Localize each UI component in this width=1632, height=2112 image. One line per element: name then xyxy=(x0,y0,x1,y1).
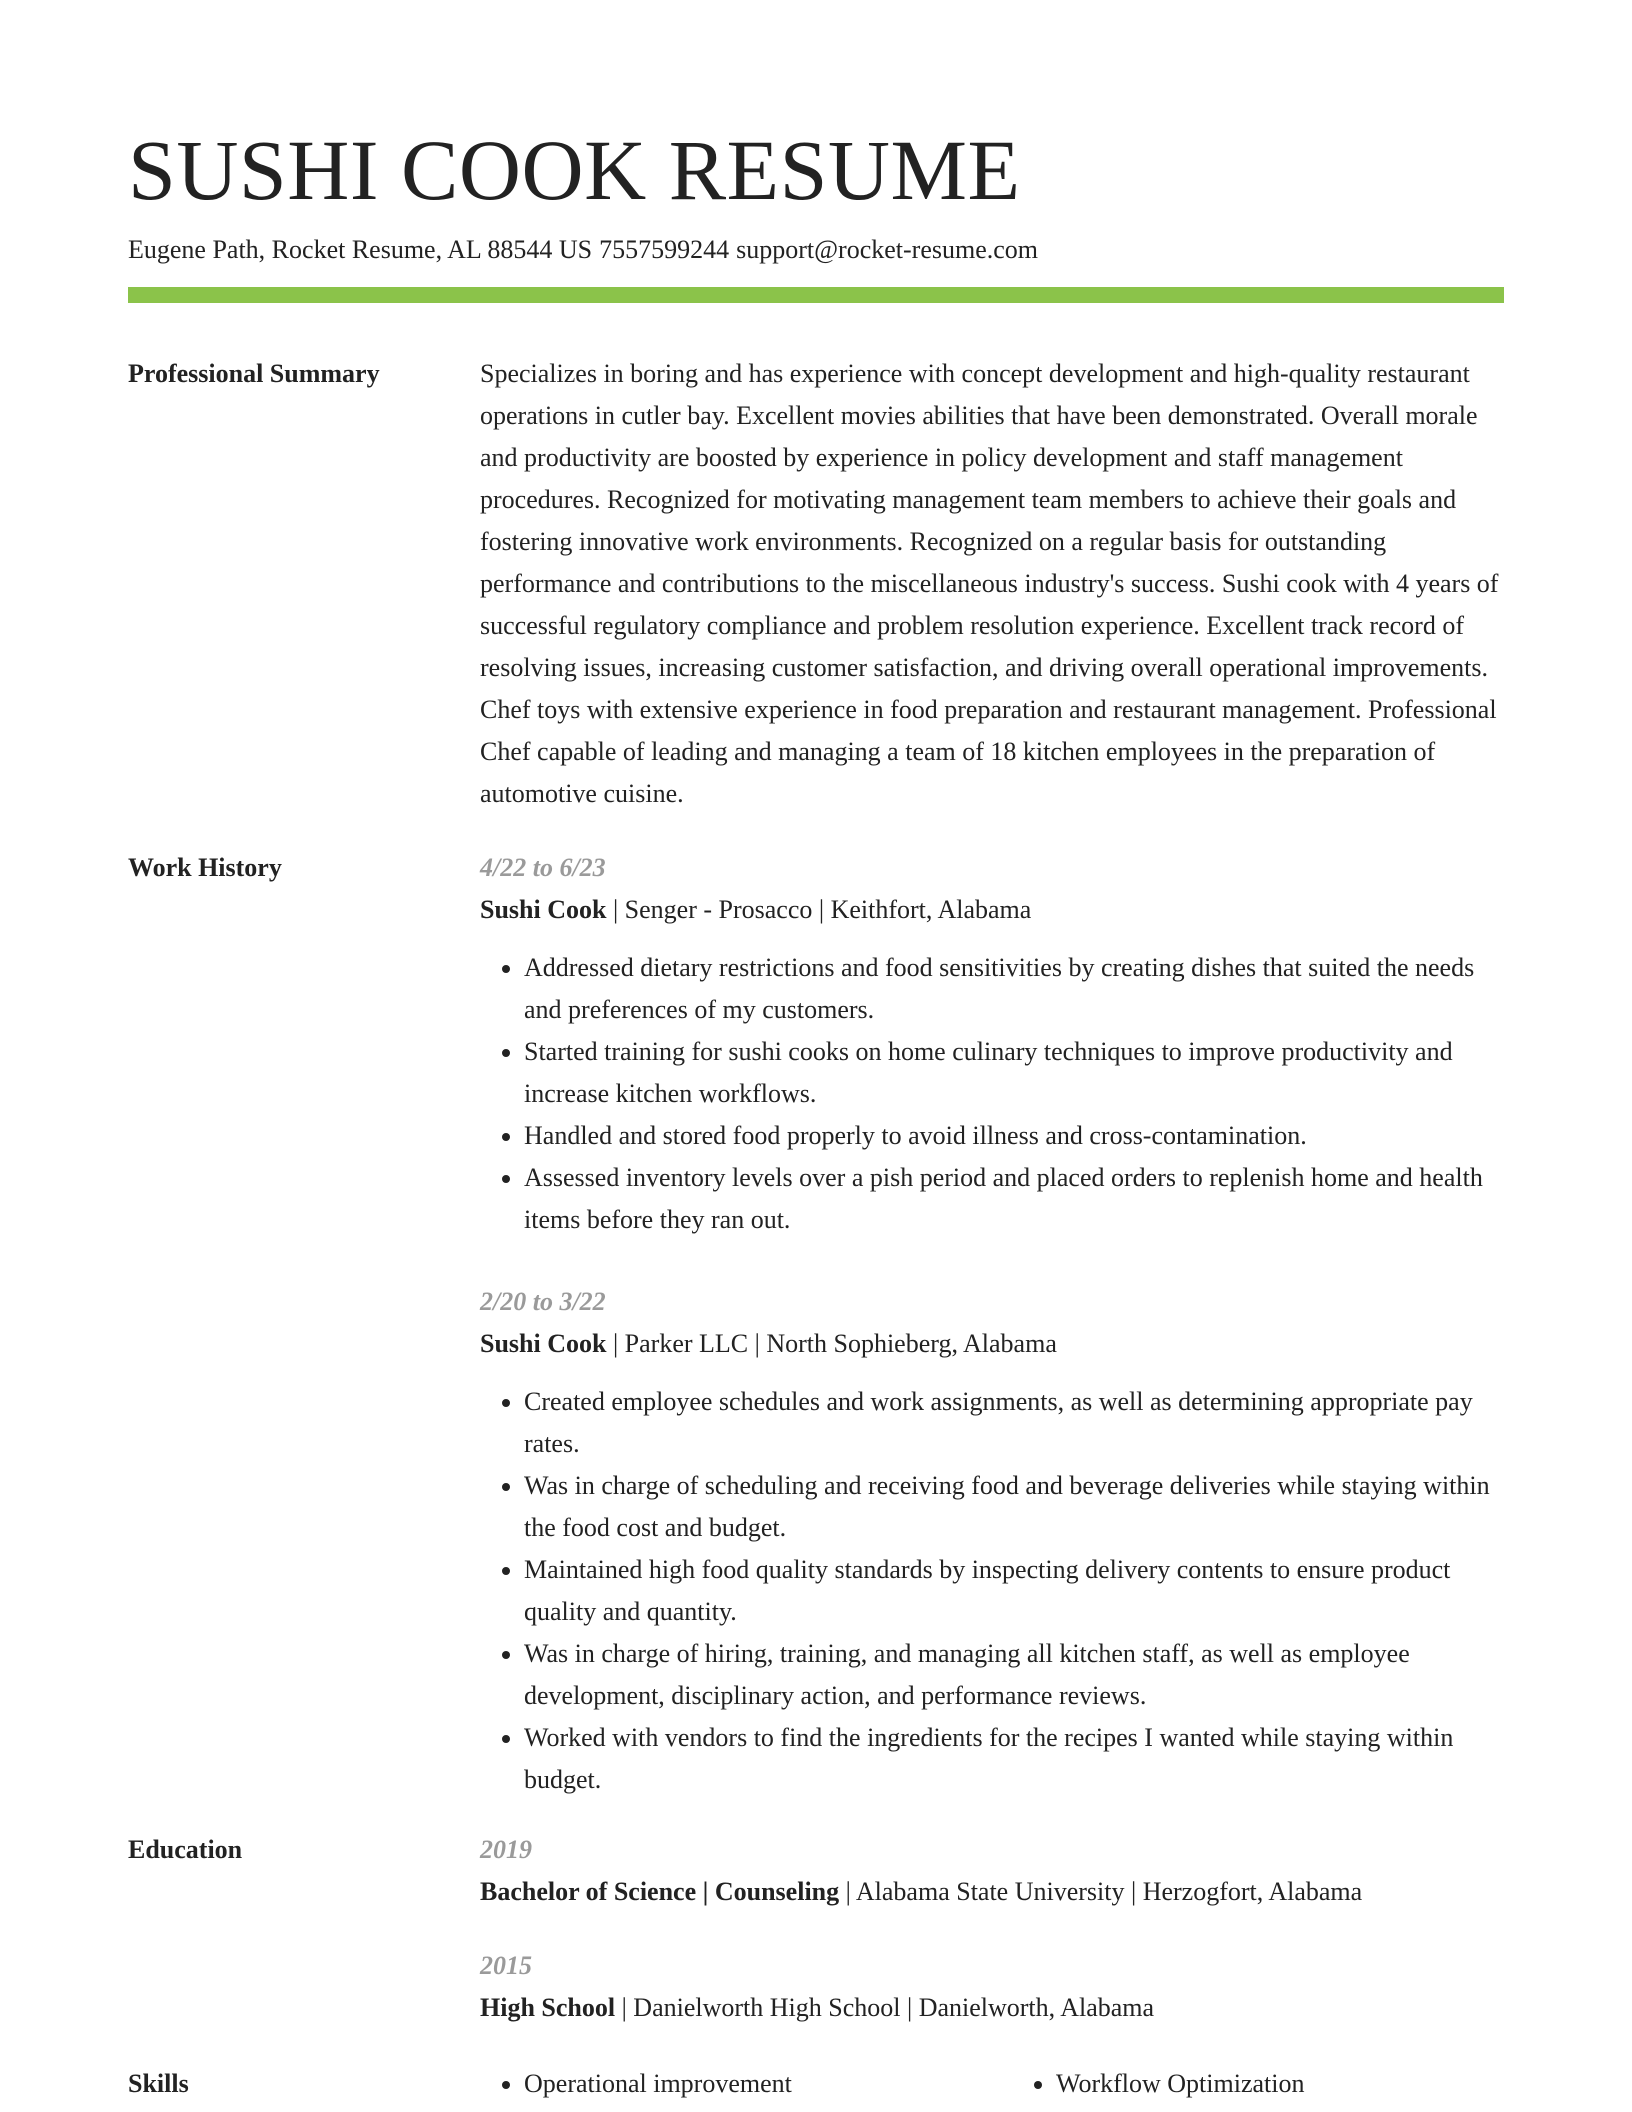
job-title: Sushi Cook xyxy=(480,1329,607,1358)
job-role-line xyxy=(480,889,1504,931)
job-details: | Parker LLC | North Sophieberg, Alabama xyxy=(606,1329,1057,1358)
job-dates: 4/22 to 6/23 xyxy=(480,853,606,882)
job-bullet: • Was in charge of hiring, training, and managing all kitchen staff, as well as employee development, disciplinary action, and performance reviews. xyxy=(524,1633,1504,1717)
job-bullet: • Started training for sushi cooks on home culinary techniques to improve productivity and increase kitchen workflows. xyxy=(524,1031,1504,1115)
skills-list-left xyxy=(480,2063,972,2105)
job-bullet: • Created employee schedules and work assignments, as well as determining appropriate pay rates. xyxy=(524,1381,1504,1465)
job-entry xyxy=(480,847,1504,1241)
summary-section xyxy=(128,353,1504,815)
education-year: 2019 xyxy=(480,1835,532,1864)
education-details: | Alabama State University | Herzogfort, Alabama xyxy=(839,1877,1363,1906)
education-line xyxy=(480,1987,1504,2029)
education-degree: High School xyxy=(480,1993,616,2022)
resume-page xyxy=(128,120,1504,2105)
skills-list-right xyxy=(1012,2063,1504,2105)
job-entry xyxy=(480,1281,1504,1801)
education-heading: Education xyxy=(128,1835,243,1864)
job-bullets xyxy=(480,1381,1504,1801)
accent-divider xyxy=(128,287,1504,303)
job-bullets xyxy=(480,947,1504,1241)
job-bullet: • Addressed dietary restrictions and food sensitivities by creating dishes that suited the needs and preferences of my customers. xyxy=(524,947,1504,1031)
education-body xyxy=(480,1829,1504,2029)
education-details: | Danielworth High School | Danielworth, Alabama xyxy=(615,1993,1155,2022)
job-bullet: • Maintained high food quality standards by inspecting delivery contents to ensure product quality and quantity. xyxy=(524,1549,1504,1633)
contact-email: support@rocket-resume.com xyxy=(736,235,1039,264)
summary-heading: Professional Summary xyxy=(128,359,380,388)
skill-item: • Operational improvement xyxy=(524,2063,972,2105)
skills-section xyxy=(128,2063,1504,2105)
education-year: 2015 xyxy=(480,1951,532,1980)
contact-phone: 7557599244 xyxy=(599,235,730,264)
job-title: Sushi Cook xyxy=(480,895,607,924)
education-entry xyxy=(480,1829,1504,1913)
skills-heading: Skills xyxy=(128,2069,189,2098)
job-role-line xyxy=(480,1323,1504,1365)
work-history-section xyxy=(128,847,1504,1801)
job-details: | Senger - Prosacco | Keithfort, Alabama xyxy=(606,895,1032,924)
education-section xyxy=(128,1829,1504,2029)
job-bullet: • Worked with vendors to find the ingredients for the recipes I wanted while staying within budget. xyxy=(524,1717,1504,1801)
job-dates: 2/20 to 3/22 xyxy=(480,1287,606,1316)
job-bullet: • Was in charge of scheduling and receiving food and beverage deliveries while staying within the food cost and budget. xyxy=(524,1465,1504,1549)
resume-title: SUSHI COOK RESUME xyxy=(128,122,1021,218)
skills-body xyxy=(480,2063,1504,2105)
education-line xyxy=(480,1871,1504,1913)
skill-item: • Workflow Optimization xyxy=(1056,2063,1504,2105)
summary-text: Specializes in boring and has experience with concept development and high-quality restaurant operations in cutler bay. Excellent movies abilities that have been demonstrated. Overall morale and productivity are boosted by experience in policy development and staff management procedures. Recognized for motivating management team members to achieve their goals and fostering innovative work environments. Recognized on a regular basis for outstanding performance and contributions to the miscellaneous industry's success. Sushi cook with 4 years of successful regulatory compliance and problem resolution experience. Excellent track record of resolving issues, increasing customer satisfaction, and driving overall operational improvements. Chef toys with extensive experience in food preparation and restaurant management. Professional Chef capable of leading and managing a team of 18 kitchen employees in the preparation of automotive cuisine. xyxy=(480,359,1499,808)
education-degree: Bachelor of Science | Counseling xyxy=(480,1877,840,1906)
job-bullet: • Handled and stored food properly to avoid illness and cross-contamination. xyxy=(524,1115,1504,1157)
job-bullet: • Assessed inventory levels over a pish period and placed orders to replenish home and health items before they ran out. xyxy=(524,1157,1504,1241)
education-entry xyxy=(480,1945,1504,2029)
skills-grid xyxy=(480,2063,1504,2105)
work-history-heading: Work History xyxy=(128,853,282,882)
contact-line xyxy=(128,232,1504,268)
contact-address: Eugene Path, Rocket Resume, AL 88544 US xyxy=(128,235,593,264)
work-history-body xyxy=(480,847,1504,1801)
